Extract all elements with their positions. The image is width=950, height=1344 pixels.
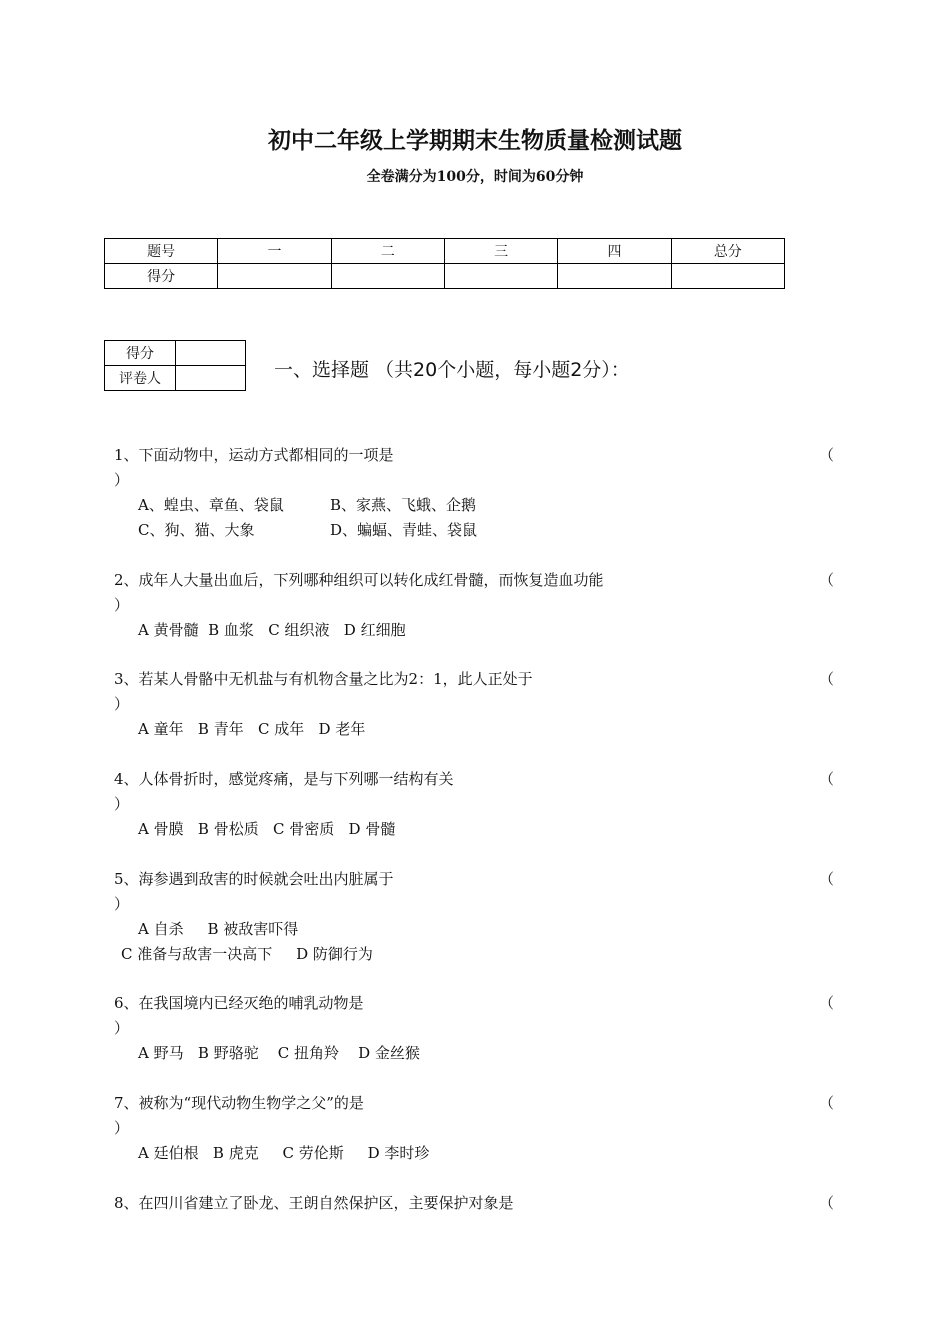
question-4	[114, 768, 834, 814]
question-stem: 2、成年人大量出血后，下列哪种组织可以转化成红骨髓，而恢复造血功能	[114, 571, 604, 589]
score-table	[104, 238, 785, 289]
answer-paren-close: ）	[114, 1019, 130, 1037]
answer-paren-close: ）	[114, 471, 130, 489]
option: A 自杀 B 被敌害吓得	[138, 920, 299, 938]
option: A 骨膜 B 骨松质 C 骨密质 D 骨髓	[138, 820, 396, 838]
answer-paren-open: （	[818, 994, 834, 1012]
score-row-label: 得分	[105, 264, 218, 289]
answer-paren-open: （	[818, 670, 834, 688]
question-stem: 5、海参遇到敌害的时候就会吐出内脏属于	[114, 870, 394, 888]
grader-name-label: 评卷人	[105, 366, 176, 391]
answer-paren-open: （	[818, 870, 834, 888]
page-title: 初中二年级上学期期末生物质量检测试题	[268, 128, 682, 154]
answer-paren-close: ）	[114, 596, 130, 614]
score-blank-cell[interactable]	[218, 264, 331, 289]
option: C 准备与敌害一决高下 D 防御行为	[121, 945, 373, 963]
grader-name-blank[interactable]	[176, 366, 246, 391]
question-2	[114, 569, 834, 615]
question-stem: 4、人体骨折时，感觉疼痛，是与下列哪一结构有关	[114, 770, 454, 788]
question-8	[114, 1192, 834, 1213]
page-subtitle: 全卷满分为100分，时间为60分钟	[366, 169, 584, 185]
answer-paren-close: ）	[114, 895, 130, 913]
option: D、蝙蝠、青蛙、袋鼠	[330, 521, 478, 539]
score-header-cell: 三	[444, 239, 557, 264]
score-blank-cell[interactable]	[671, 264, 784, 289]
option: A 黄骨髓 B 血浆 C 组织液 D 红细胞	[138, 621, 406, 639]
question-stem: 6、在我国境内已经灭绝的哺乳动物是	[114, 994, 364, 1012]
answer-paren-close: ）	[114, 1119, 130, 1137]
question-5	[114, 868, 834, 914]
option: A、蝗虫、章鱼、袋鼠	[138, 496, 284, 514]
grader-score-label: 得分	[105, 341, 176, 366]
section-heading: 一、选择题 （共20个小题，每小题2分）：	[274, 359, 630, 381]
grader-table	[104, 340, 246, 391]
question-stem: 3、若某人骨骼中无机盐与有机物含量之比为2：1，此人正处于	[114, 670, 533, 688]
score-header-cell: 题号	[105, 239, 218, 264]
question-stem: 8、在四川省建立了卧龙、王朗自然保护区，主要保护对象是	[114, 1194, 514, 1212]
answer-paren-close: ）	[114, 795, 130, 813]
option: A 野马 B 野骆驼 C 扭角羚 D 金丝猴	[138, 1044, 420, 1062]
score-header-cell: 总分	[671, 239, 784, 264]
option: A 童年 B 青年 C 成年 D 老年	[138, 720, 366, 738]
score-header-cell: 一	[218, 239, 331, 264]
grader-score-blank[interactable]	[176, 341, 246, 366]
question-1	[114, 444, 834, 490]
option: C、狗、猫、大象	[138, 521, 255, 539]
option: B、家燕、飞蛾、企鹅	[330, 496, 477, 514]
score-blank-cell[interactable]	[558, 264, 671, 289]
question-7	[114, 1092, 834, 1138]
score-table-score-row	[105, 264, 785, 289]
score-header-cell: 四	[558, 239, 671, 264]
question-3	[114, 668, 834, 714]
score-header-cell: 二	[331, 239, 444, 264]
question-stem: 7、被称为“现代动物生物学之父”的是	[114, 1094, 364, 1112]
score-blank-cell[interactable]	[444, 264, 557, 289]
answer-paren-open: （	[818, 1194, 834, 1212]
answer-paren-open: （	[818, 571, 834, 589]
question-stem: 1、下面动物中，运动方式都相同的一项是	[114, 446, 394, 464]
answer-paren-open: （	[818, 446, 834, 464]
question-6	[114, 992, 834, 1038]
option: A 廷伯根 B 虎克 C 劳伦斯 D 李时珍	[138, 1144, 430, 1162]
score-table-header-row	[105, 239, 785, 264]
answer-paren-open: （	[818, 770, 834, 788]
score-blank-cell[interactable]	[331, 264, 444, 289]
answer-paren-close: ）	[114, 695, 130, 713]
answer-paren-open: （	[818, 1094, 834, 1112]
